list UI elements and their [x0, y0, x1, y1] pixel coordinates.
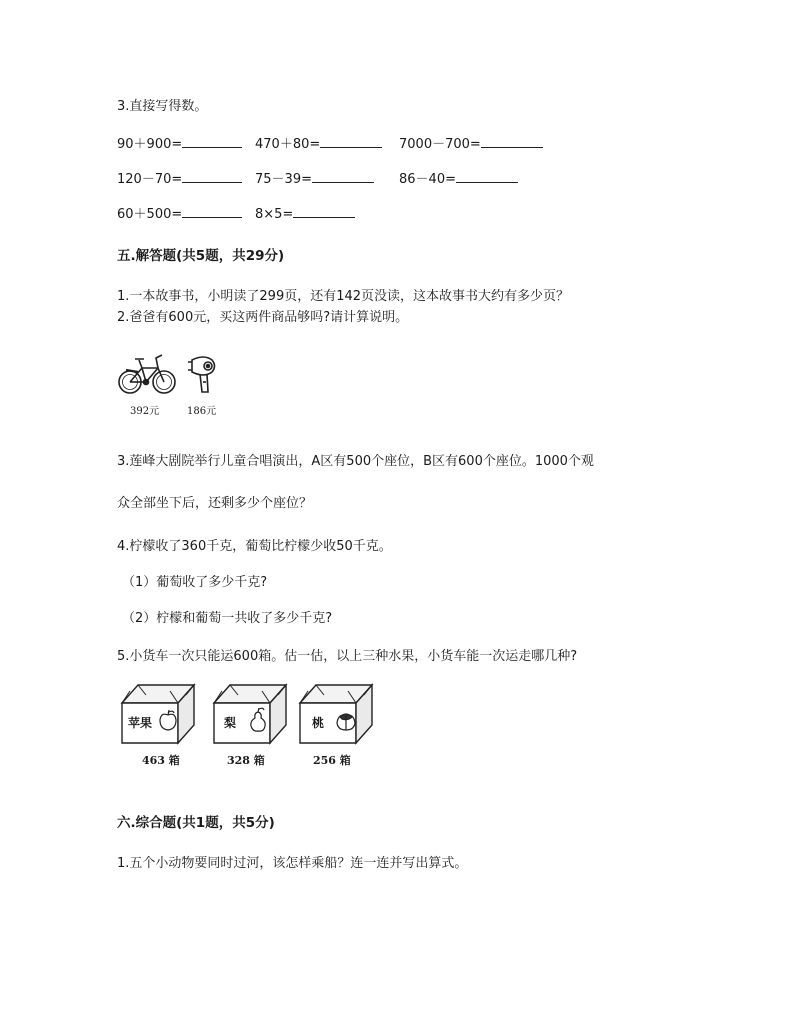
pear-icon	[248, 707, 268, 733]
question-text: 1.一本故事书，小明读了299页，还有142页没读，这本故事书大约有多少页？	[117, 289, 570, 304]
equation	[255, 168, 374, 187]
bicycle-icon	[116, 350, 178, 396]
box-count: 328 箱	[227, 754, 265, 767]
box-label: 桃	[312, 716, 325, 730]
equation-text: 120－70=	[117, 172, 183, 187]
answer-blank[interactable]	[182, 203, 242, 218]
answer-blank[interactable]	[312, 168, 374, 183]
answer-blank[interactable]	[456, 168, 518, 183]
equation-text: 75－39=	[255, 172, 312, 187]
box-count: 256 箱	[313, 754, 351, 767]
answer-blank[interactable]	[293, 203, 355, 218]
box-label: 梨	[224, 716, 237, 730]
price-label: 186元	[187, 406, 217, 417]
sub-question: （2）柠檬和葡萄一共收了多少千克?	[122, 611, 333, 626]
equation	[255, 133, 382, 152]
fruit-box	[118, 681, 196, 747]
box-count: 463 箱	[142, 754, 180, 767]
equation	[117, 133, 242, 152]
equation-text: 90＋900=	[117, 137, 183, 152]
equation-text: 60＋500=	[117, 207, 183, 222]
question-text: 4.柠檬收了360千克，葡萄比柠檬少收50千克。	[117, 539, 392, 554]
question-text: 5.小货车一次只能运600箱。估一估，以上三种水果，小货车能一次运走哪几种?	[117, 649, 578, 664]
answer-blank[interactable]	[182, 133, 242, 148]
box-label: 苹果	[128, 716, 153, 730]
answer-blank[interactable]	[481, 133, 543, 148]
sub-question: （1）葡萄收了多少千克?	[122, 575, 268, 590]
fruit-box	[210, 681, 288, 747]
equation-text: 470＋80=	[255, 137, 321, 152]
equation-text: 86－40=	[399, 172, 456, 187]
question-text: 众全部坐下后，还剩多少个座位？	[117, 496, 313, 511]
equation	[399, 168, 518, 187]
question-title: 3.直接写得数。	[117, 99, 208, 114]
equation-text: 8×5=	[255, 207, 294, 222]
peach-icon	[334, 711, 358, 731]
apple-icon	[158, 709, 178, 733]
hair-dryer-icon	[186, 352, 220, 398]
section-heading: 五.解答题(共5题，共29分)	[117, 248, 285, 264]
question-text: 2.爸爸有600元，买这两件商品够吗?请计算说明。	[117, 310, 409, 325]
equation	[117, 203, 242, 222]
price-label: 392元	[130, 406, 160, 417]
equation	[117, 168, 242, 187]
equation	[399, 133, 543, 152]
fruit-box	[296, 681, 374, 747]
question-text: 3.莲峰大剧院举行儿童合唱演出，A区有500个座位，B区有600个座位。1000个观	[117, 454, 594, 469]
question-text: 1.五个小动物要同时过河，该怎样乘船？连一连并写出算式。	[117, 856, 468, 871]
section-heading: 六.综合题(共1题，共5分)	[117, 815, 275, 831]
answer-blank[interactable]	[182, 168, 242, 183]
answer-blank[interactable]	[320, 133, 382, 148]
equation	[255, 203, 355, 222]
equation-text: 7000－700=	[399, 137, 481, 152]
